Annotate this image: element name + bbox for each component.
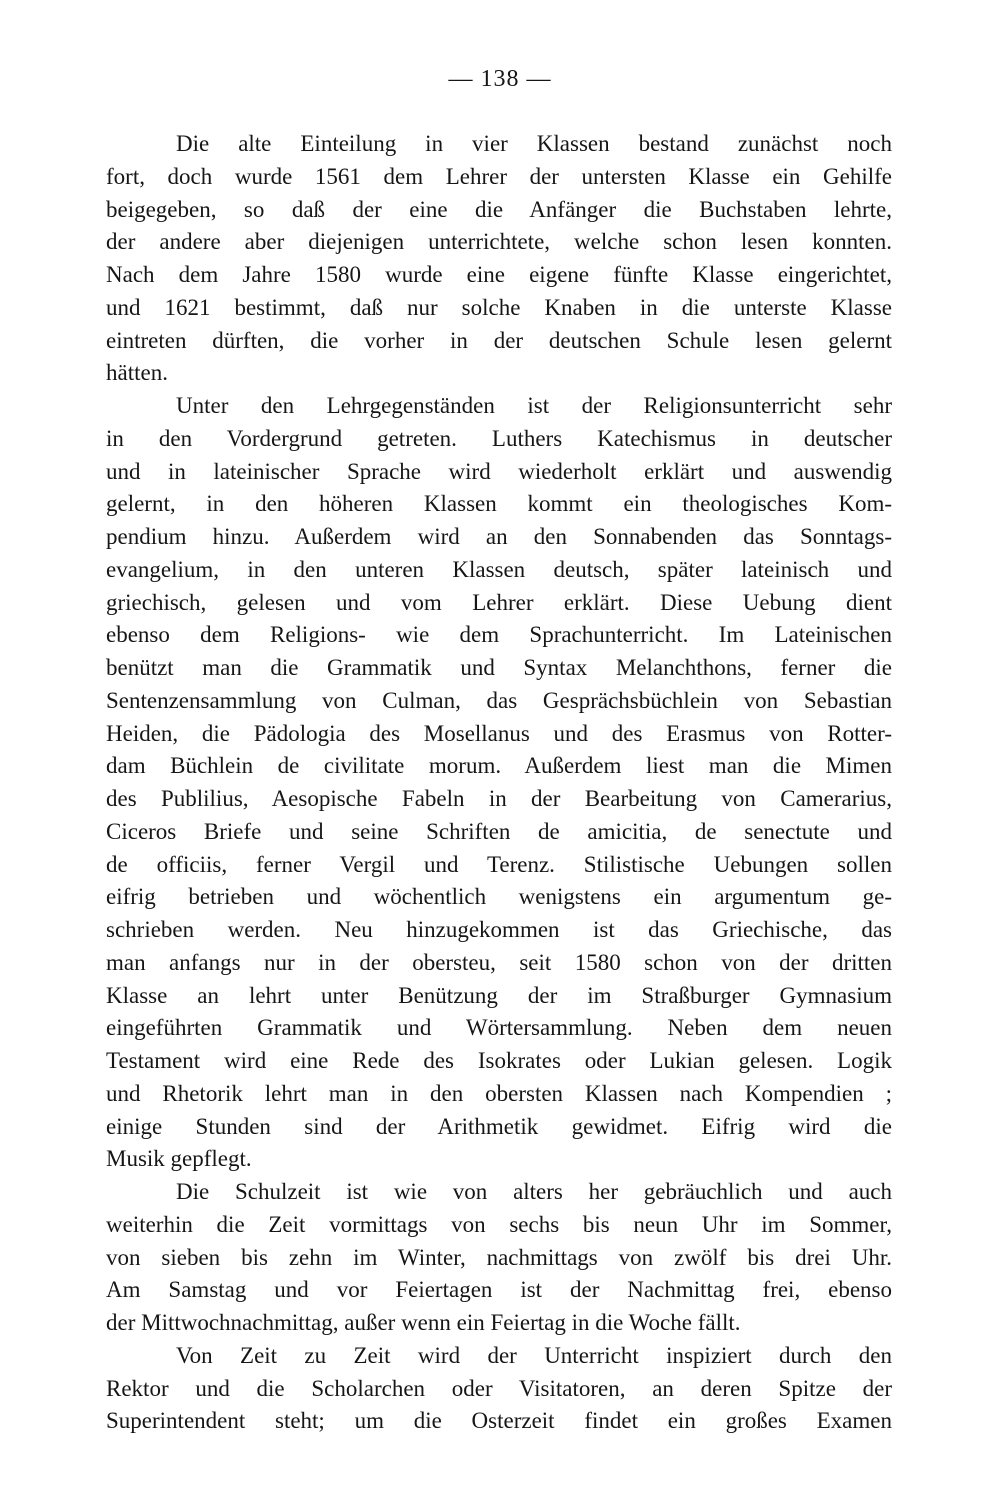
text-line: der andere aber diejenigen unterrichtete, welche schon lesen konnten. <box>106 229 892 255</box>
paragraph-1 <box>106 128 892 390</box>
text-line: Nach dem Jahre 1580 wurde eine eigene fünfte Klasse eingerichtet, <box>106 262 892 287</box>
text-line: griechisch, gelesen und vom Lehrer erklärt. Diese Uebung dient <box>106 589 892 615</box>
text-line: evangelium, in den unteren Klassen deutsch, später lateinisch und <box>106 556 892 582</box>
text-line: Ciceros Briefe und seine Schriften de amicitia, de senectute und <box>106 818 892 844</box>
text-line: Musik gepflegt. <box>106 1146 252 1172</box>
text-line: dam Büchlein de civilitate morum. Außerdem liest man die Mimen <box>106 753 892 779</box>
text-line: einige Stunden sind der Arithmetik gewidmet. Eifrig wird die <box>106 1113 892 1139</box>
text-line: pendium hinzu. Außerdem wird an den Sonnabenden das Sonntags- <box>106 524 892 549</box>
text-line: de officiis, ferner Vergil und Terenz. Stilistische Uebungen sollen <box>106 851 892 877</box>
text-line: man anfangs nur in der obersteu, seit 1580 schon von der dritten <box>106 949 892 975</box>
text-line: Die alte Einteilung in vier Klassen bestand zunächst noch <box>176 131 892 156</box>
text-line: von sieben bis zehn im Winter, nachmittags von zwölf bis drei Uhr. <box>106 1244 892 1270</box>
text-line: hätten. <box>106 360 168 386</box>
text-line: Die Schulzeit ist wie von alters her gebräuchlich und auch <box>176 1179 892 1204</box>
text-line: Klasse an lehrt unter Benützung der im Straßburger Gymnasium <box>106 982 892 1008</box>
paragraph-3 <box>106 1176 892 1340</box>
text-line: fort, doch wurde 1561 dem Lehrer der untersten Klasse ein Gehilfe <box>106 163 892 189</box>
text-line: der Mittwochnachmittag, außer wenn ein Feiertag in die Woche fällt. <box>106 1310 741 1335</box>
body-text <box>106 128 892 1438</box>
text-line: gelernt, in den höheren Klassen kommt ein theologisches Kom- <box>106 491 892 517</box>
text-line: Heiden, die Pädologia des Mosellanus und des Erasmus von Rotter- <box>106 720 892 746</box>
text-line: eintreten dürften, die vorher in der deutschen Schule lesen gelernt <box>106 327 892 353</box>
text-line: weiterhin die Zeit vormittags von sechs bis neun Uhr im Sommer, <box>106 1211 892 1237</box>
text-line: ebenso dem Religions- wie dem Sprachunterricht. Im Lateinischen <box>106 622 892 648</box>
text-line: schrieben werden. Neu hinzugekommen ist das Griechische, das <box>106 917 892 942</box>
text-line: Testament wird eine Rede des Isokrates oder Lukian gelesen. Logik <box>106 1048 892 1073</box>
text-line: des Publilius, Aesopische Fabeln in der Bearbeitung von Camerarius, <box>106 786 892 811</box>
text-line: Superintendent steht; um die Osterzeit findet ein großes Examen <box>106 1408 892 1434</box>
text-line: in den Vordergrund getreten. Luthers Katechismus in deutscher <box>106 425 892 451</box>
text-line: Von Zeit zu Zeit wird der Unterricht inspiziert durch den <box>176 1342 892 1368</box>
text-line: eingeführten Grammatik und Wörtersammlung. Neben dem neuen <box>106 1015 892 1041</box>
page-number: — 138 — <box>448 66 552 92</box>
text-line: Rektor und die Scholarchen oder Visitatoren, an deren Spitze der <box>106 1375 892 1401</box>
text-line: Am Samstag und vor Feiertagen ist der Nachmittag frei, ebenso <box>106 1277 892 1303</box>
paragraph-2 <box>106 390 892 1176</box>
text-line: Unter den Lehrgegenständen ist der Religionsunterricht sehr <box>176 393 892 418</box>
text-line: und Rhetorik lehrt man in den obersten Klassen nach Kompendien ; <box>106 1080 892 1106</box>
text-line: benützt man die Grammatik und Syntax Melanchthons, ferner die <box>106 655 892 680</box>
text-line: Sentenzensammlung von Culman, das Gesprächsbüchlein von Sebastian <box>106 687 892 713</box>
paragraph-4 <box>106 1340 892 1438</box>
text-line: und in lateinischer Sprache wird wiederholt erklärt und auswendig <box>106 458 892 484</box>
text-line: und 1621 bestimmt, daß nur solche Knaben in die unterste Klasse <box>106 294 892 320</box>
text-line: beigegeben, so daß der eine die Anfänger die Buchstaben lehrte, <box>106 196 892 222</box>
text-line: eifrig betrieben und wöchentlich wenigstens ein argumentum ge- <box>106 884 892 910</box>
